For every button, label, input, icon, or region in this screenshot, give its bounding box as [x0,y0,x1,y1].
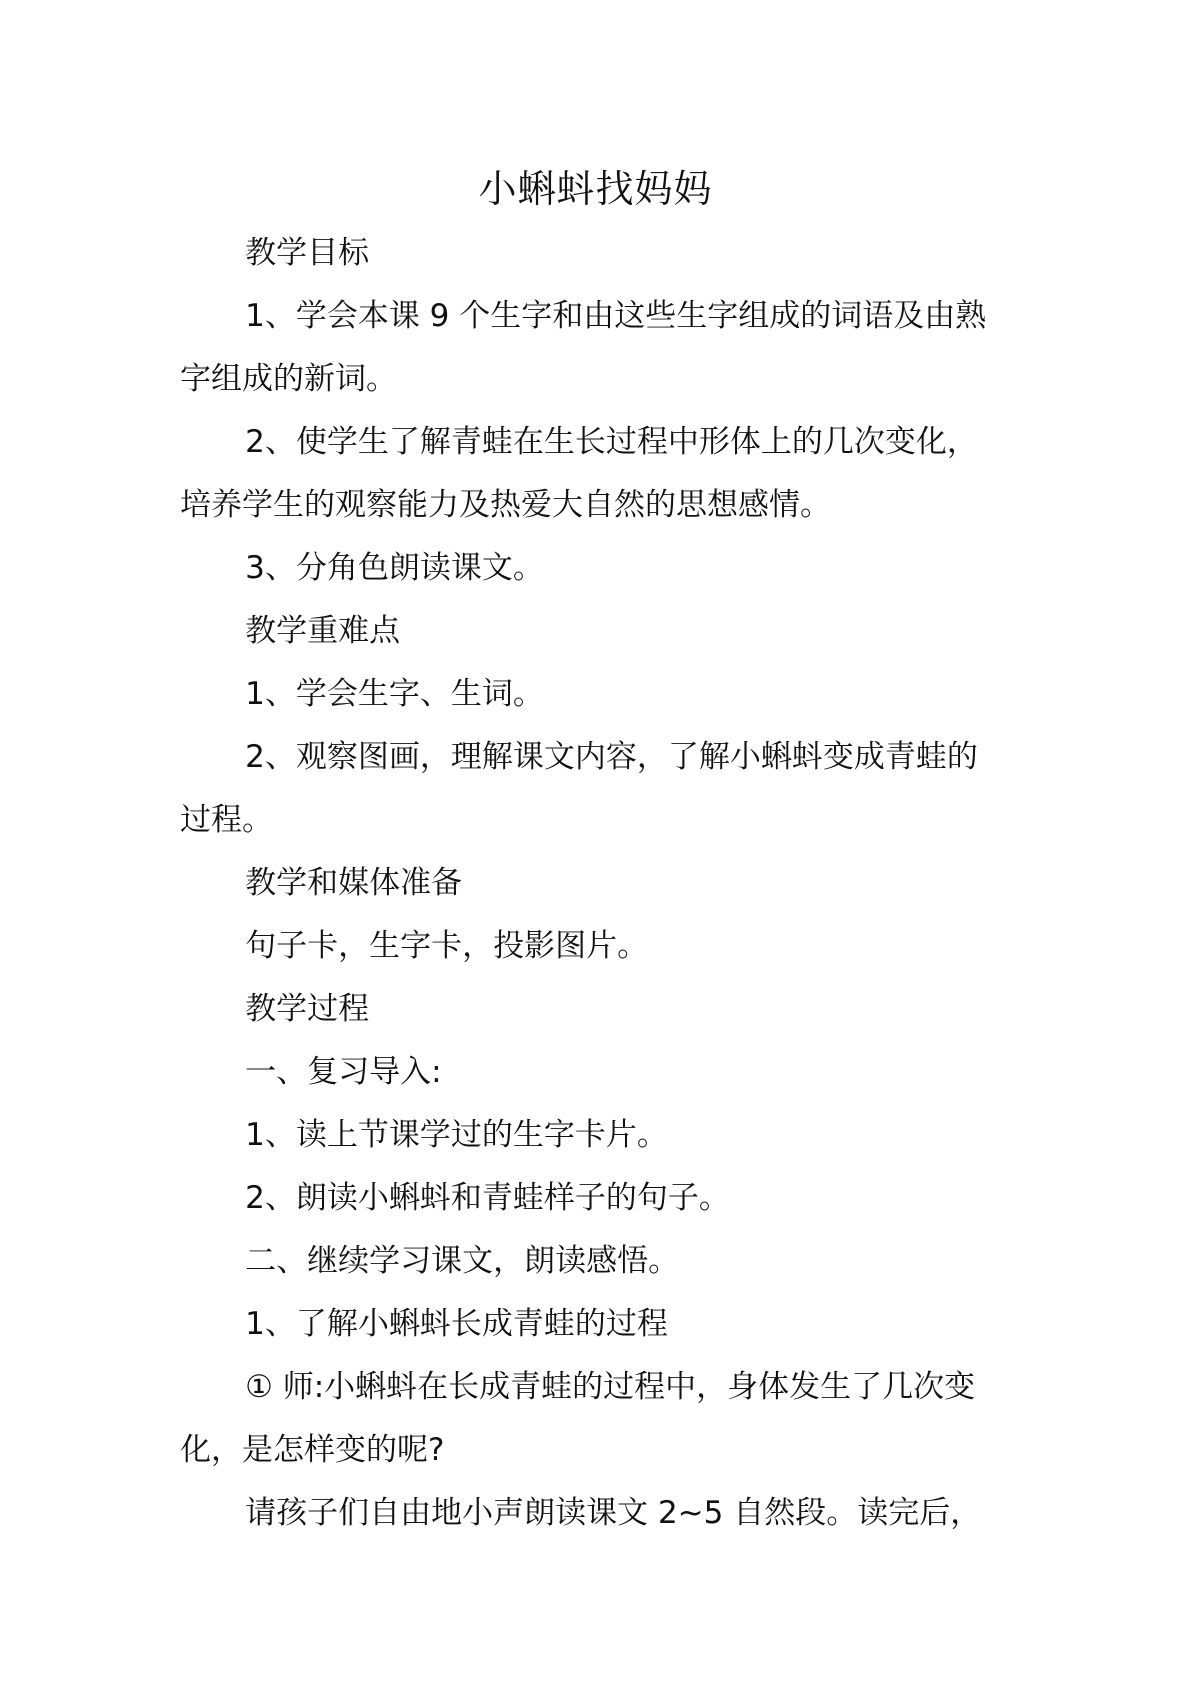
document-body [180,222,1006,1545]
document-title: 小蝌蚪找妈妈 [478,167,713,211]
objective-item-3: 3、分角色朗读课文。 [245,550,544,586]
section-heading-key-points: 教学重难点 [245,613,401,649]
process-continue-item-1: 1、了解小蝌蚪长成青蛙的过程 [245,1306,668,1342]
objective-item-1: 1、学会本课 9 个生字和由这些生字组成的词语及由熟字组成的新词。 [180,298,987,397]
objective-item-2: 2、使学生了解青蛙在生长过程中形体上的几次变化，培养学生的观察能力及热爱大自然的思想感情。 [180,424,978,523]
section-heading-objectives: 教学目标 [245,235,370,271]
process-step-continue: 二、继续学习课文，朗读感悟。 [245,1243,680,1279]
process-review-item-1: 1、读上节课学过的生字卡片。 [245,1117,668,1153]
teacher-question: ① 师:小蝌蚪在长成青蛙的过程中，身体发生了几次变化，是怎样变的呢? [180,1369,976,1468]
process-review-item-2: 2、朗读小蝌蚪和青蛙样子的句子。 [245,1180,730,1216]
section-heading-materials: 教学和媒体准备 [245,865,463,901]
materials-list: 句子卡，生字卡，投影图片。 [245,928,649,964]
section-heading-process: 教学过程 [245,991,370,1027]
key-point-item-1: 1、学会生字、生词。 [245,676,544,712]
reading-instruction: 请孩子们自由地小声朗读课文 2~5 自然段。读完后， [245,1495,982,1531]
process-step-review: 一、复习导入: [245,1054,442,1090]
key-point-item-2: 2、观察图画，理解课文内容，了解小蝌蚪变成青蛙的过程。 [180,739,978,838]
